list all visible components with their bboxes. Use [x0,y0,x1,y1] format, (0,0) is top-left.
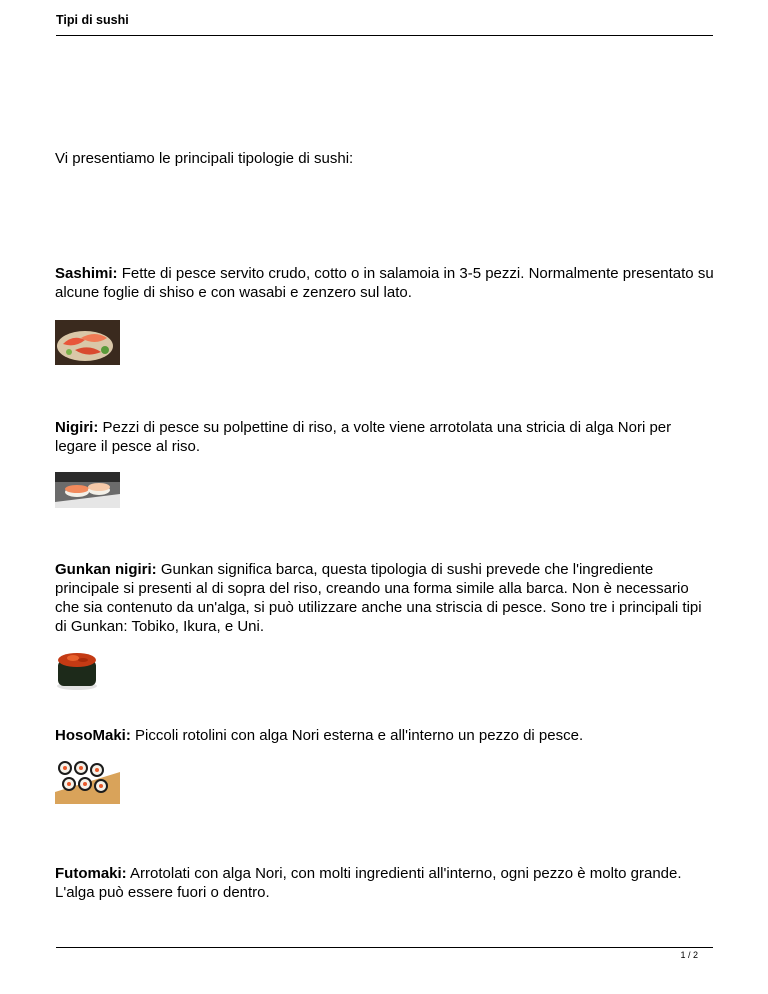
entry-hosomaki [55,726,715,745]
entry-gunkan-nigiri [55,560,715,636]
page-header-title: Tipi di sushi [56,13,129,27]
sashimi-image [55,320,120,365]
entry-term: Sashimi: [55,265,118,282]
entry-term: Nigiri: [55,419,99,436]
entry-description: Arrotolati con alga Nori, con molti ingredienti all'interno, ogni pezzo è molto grande. L'alga può essere fuori o dentro. [55,865,682,901]
gunkan-image [55,646,120,691]
entry-description: Piccoli rotolini con alga Nori esterna e all'interno un pezzo di pesce. [130,727,584,744]
page-number: 1 / 2 [680,950,698,960]
entry-sashimi [55,264,715,302]
nigiri-image [55,472,120,508]
entry-nigiri [55,418,715,456]
entry-term: HosoMaki: [55,727,131,744]
hosomaki-image [55,758,120,804]
entry-futomaki [55,864,715,902]
entry-term: Gunkan nigiri: [55,561,157,578]
entry-description: Fette di pesce servito crudo, cotto o in salamoia in 3-5 pezzi. Normalmente presentato su alcune foglie di shiso e con wasabi e zenzero sul lato. [55,265,714,301]
header-divider [56,35,713,36]
entry-term: Futomaki: [55,865,127,882]
intro-text: Vi presentiamo le principali tipologie di sushi: [55,150,354,167]
footer-divider [56,947,713,948]
entry-description: Gunkan significa barca, questa tipologia di sushi prevede che l'ingrediente principale si presenti al di sopra del riso, creando una forma simile alla barca. Non è necessario che sia contenuto da un'alga, si può utilizzare anche una striscia di pesce. Sono tre i principali tipi di Gunkan: Tobiko, Ikura, e Uni. [55,561,702,635]
entry-description: Pezzi di pesce su polpettine di riso, a volte viene arrotolata una stricia di alga Nori per legare il pesce al riso. [55,419,672,455]
